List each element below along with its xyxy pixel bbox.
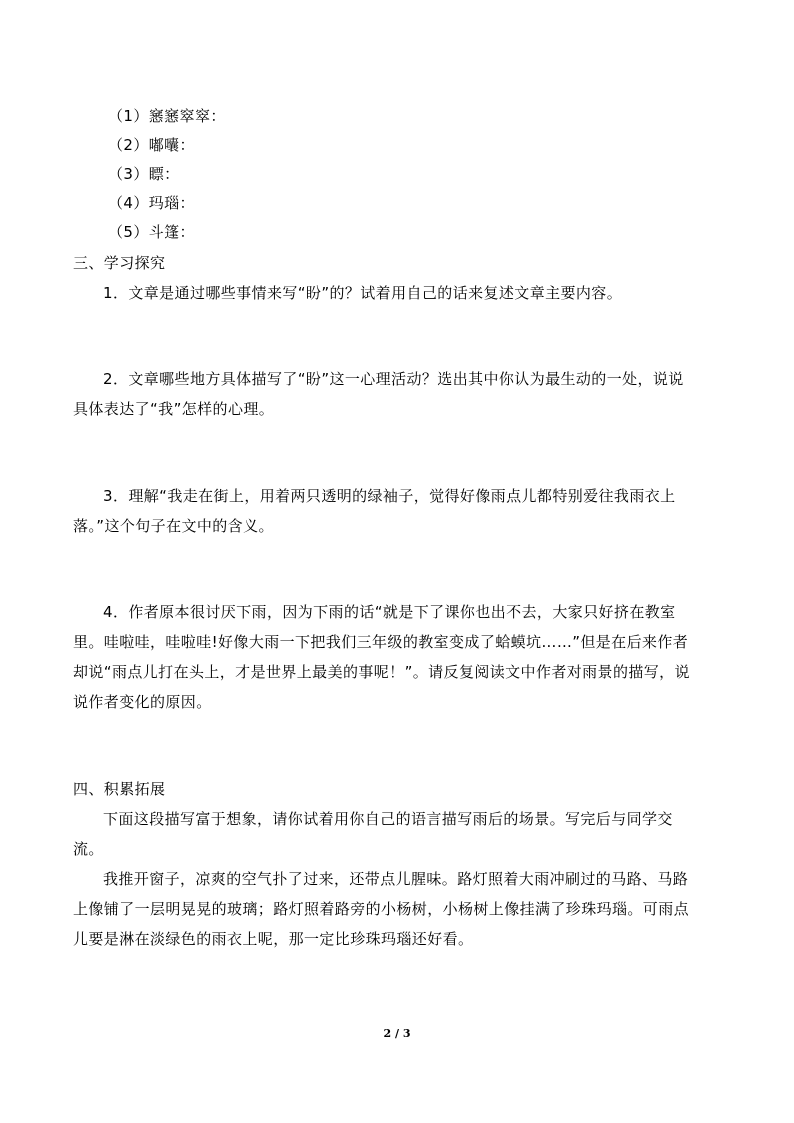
instruction-line-2: 流。 — [73, 840, 104, 858]
passage-line-2: 上像铺了一层明晃晃的玻璃；路灯照着路旁的小杨树，小杨树上像挂满了珍珠玛瑙。可雨点 — [73, 900, 690, 918]
section-4-heading: 四、积累拓展 — [73, 780, 166, 798]
question-4-line-2: 里。哇啦哇，哇啦哇!好像大雨一下把我们三年级的教室变成了蛤蟆坑……”但是在后来作者 — [73, 633, 689, 651]
instruction-line-1: 下面这段描写富于想象，请你试着用你自己的语言描写雨后的场景。写完后与同学交 — [103, 810, 673, 828]
vocab-item-2: （2）嘟囔： — [108, 136, 195, 154]
vocab-item-3: （3）瞟： — [108, 165, 180, 183]
question-4-line-1: 4．作者原本很讨厌下雨，因为下雨的话“就是下了课你也出不去，大家只好挤在教室 — [103, 603, 676, 621]
question-2-line-2: 具体表达了“我”怎样的心理。 — [73, 400, 275, 418]
passage-line-3: 儿要是淋在淡绿色的雨衣上呢，那一定比珍珠玛瑙还好看。 — [73, 930, 474, 948]
section-3-heading: 三、学习探究 — [73, 254, 166, 272]
vocab-item-5: （5）斗篷： — [108, 223, 195, 241]
question-4-line-4: 说作者变化的原因。 — [73, 693, 212, 711]
question-2-line-1: 2．文章哪些地方具体描写了“盼”这一心理活动？选出其中你认为最生动的一处，说说 — [103, 370, 684, 388]
question-3-line-1: 3．理解“我走在街上，用着两只透明的绿袖子，觉得好像雨点儿都特别爱往我雨衣上 — [103, 487, 676, 505]
vocab-item-1: （1）窸窸窣窣： — [108, 107, 226, 125]
page-number: 2 / 3 — [383, 1027, 411, 1040]
passage-line-1: 我推开窗子，凉爽的空气扑了过来，还带点儿腥味。路灯照着大雨冲刷过的马路、马路 — [103, 870, 689, 888]
question-4-line-3: 却说“雨点儿打在头上，才是世界上最美的事呢！”。请反复阅读文中作者对雨景的描写，说 — [73, 663, 690, 681]
question-3-line-2: 落。”这个句子在文中的含义。 — [73, 517, 274, 535]
question-1-line-1: 1．文章是通过哪些事情来写“盼”的？试着用自己的话来复述文章主要内容。 — [103, 284, 623, 302]
vocab-item-4: （4）玛瑙： — [108, 194, 195, 212]
